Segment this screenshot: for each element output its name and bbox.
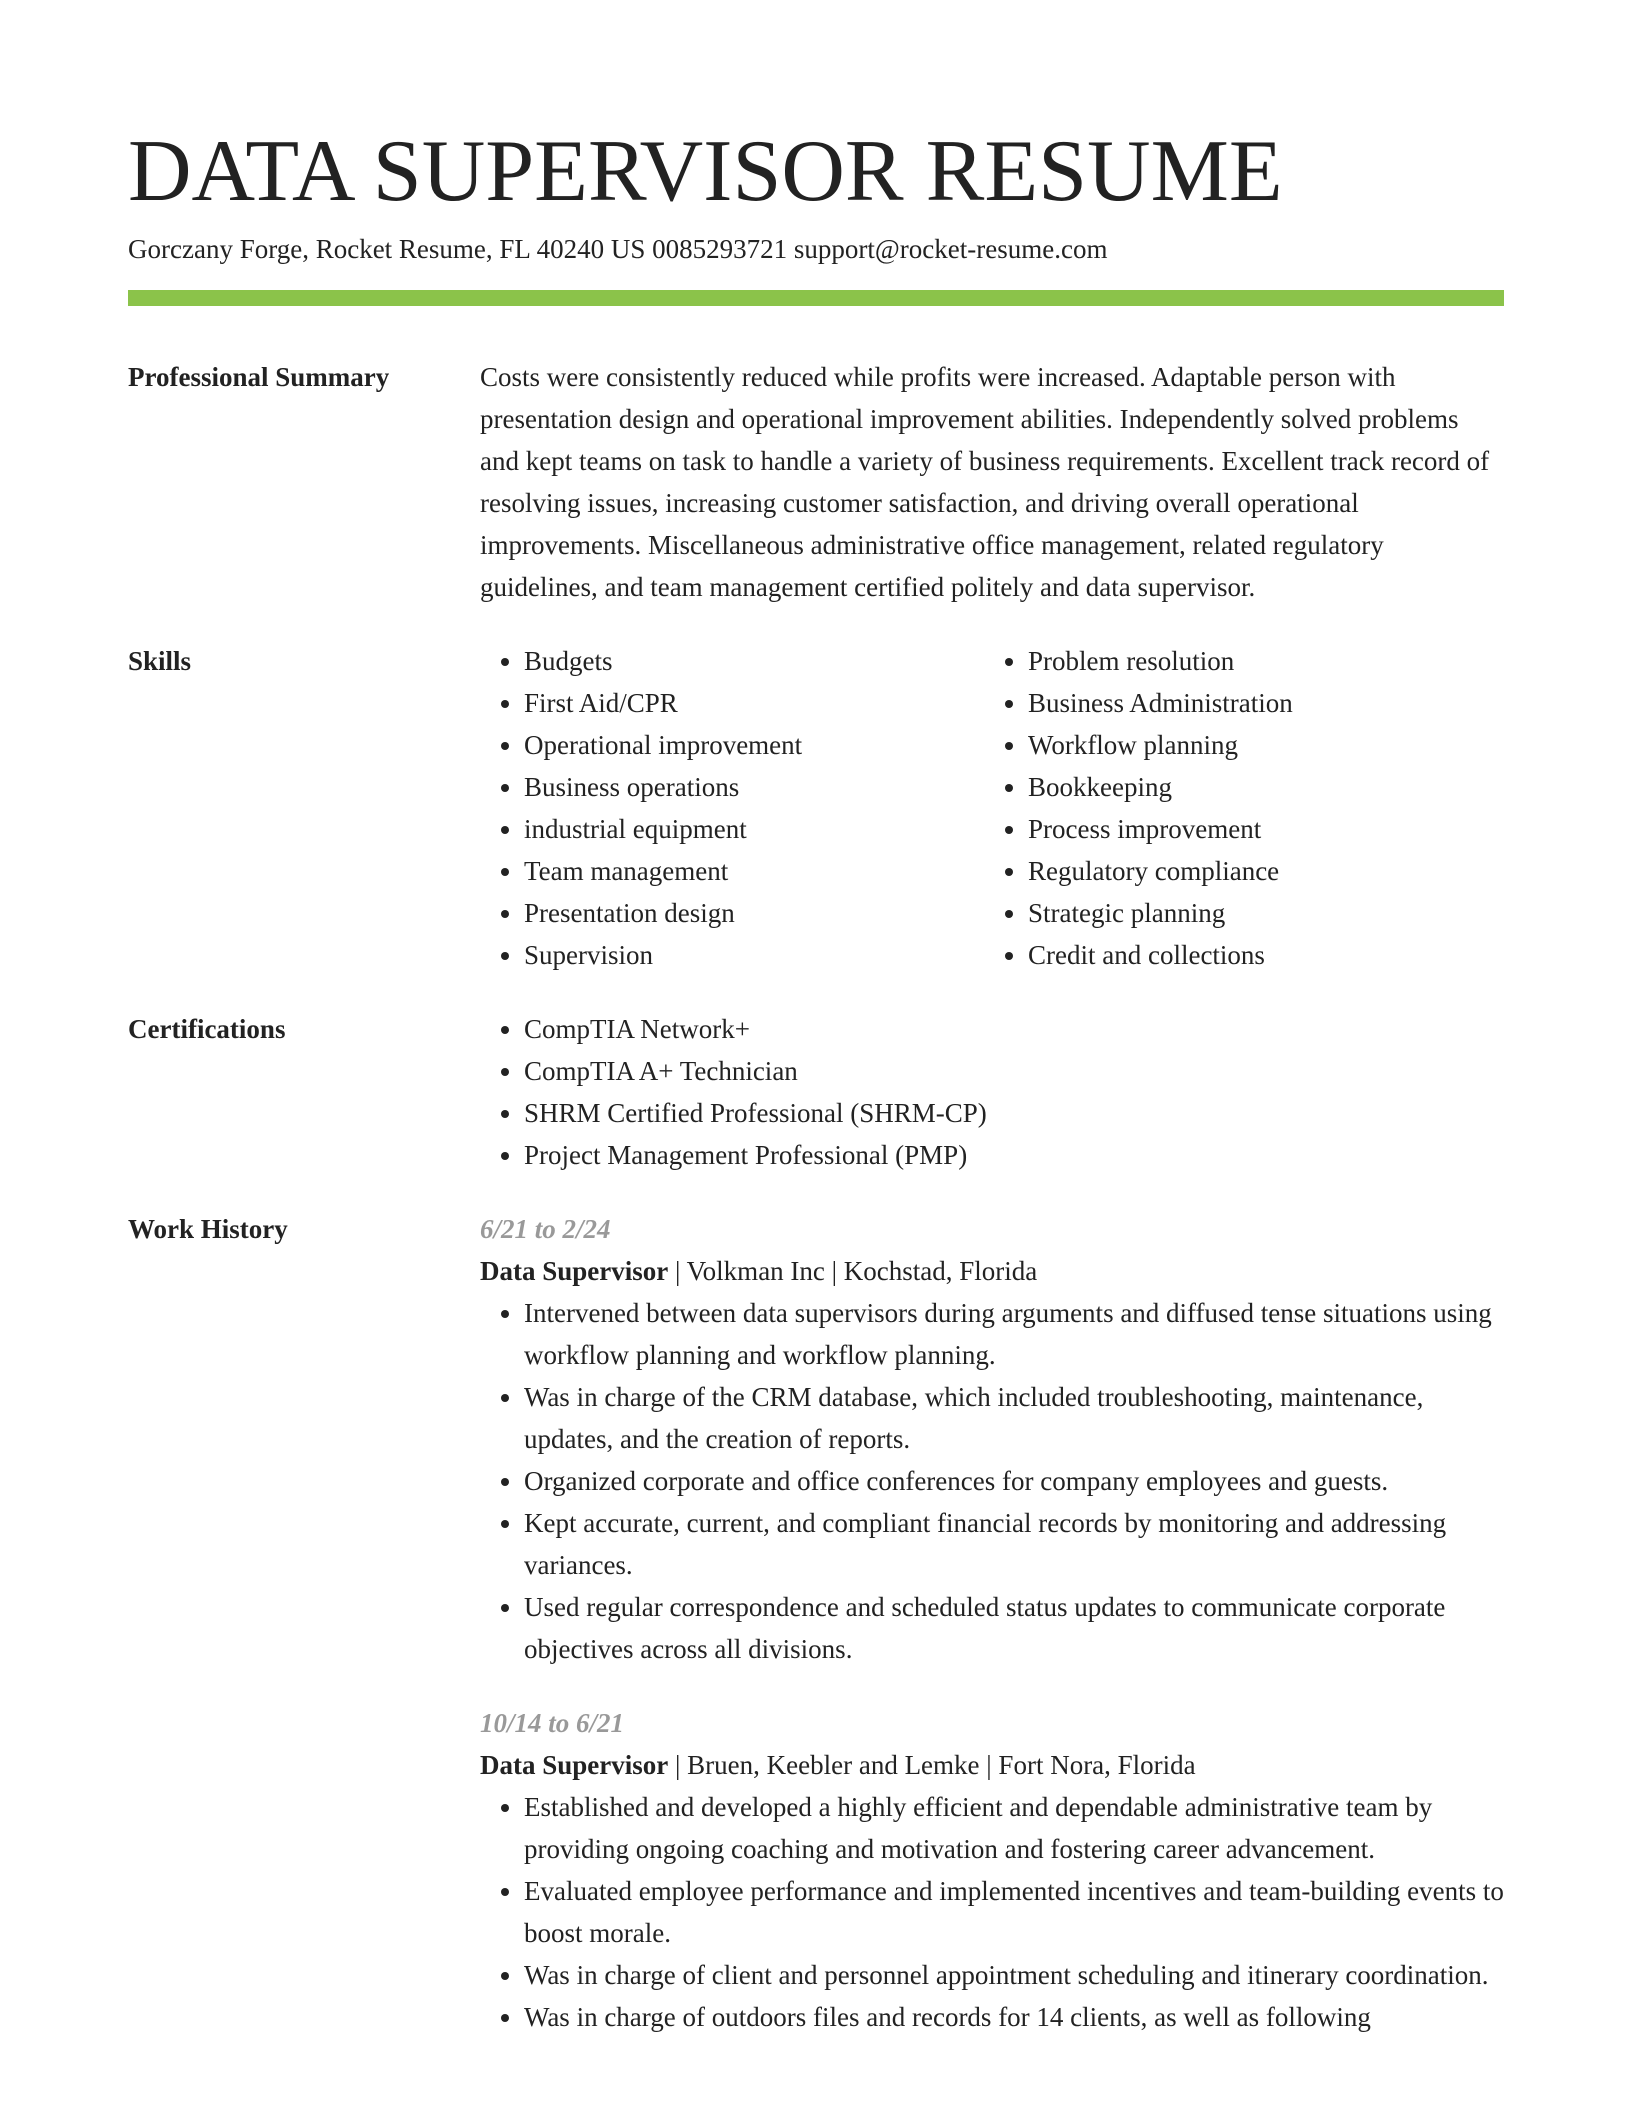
skill-item: • Strategic planning [1028,892,1488,934]
skill-item: • Supervision [524,934,984,976]
skill-item: • Business Administration [1028,682,1488,724]
job-details: | Bruen, Keebler and Lemke | Fort Nora, Florida [668,1750,1196,1780]
job-heading [480,1744,1504,1786]
resume-title: DATA SUPERVISOR RESUME [128,123,1283,220]
skills-label: Skills [128,646,192,676]
summary-label: Professional Summary [128,362,390,392]
certifications-list [480,1008,1504,1176]
job-bullets [480,1292,1504,1670]
job-details: | Volkman Inc | Kochstad, Florida [668,1256,1038,1286]
skill-item: • industrial equipment [524,808,984,850]
job-dates: 6/21 to 2/24 [480,1214,611,1244]
certification-item: • Project Management Professional (PMP) [524,1134,1504,1176]
job-role: Data Supervisor [480,1750,669,1780]
job-entry [480,1208,1504,1670]
skill-item: • Regulatory compliance [1028,850,1488,892]
work-history-body [480,1208,1504,2038]
certification-item: • CompTIA Network+ [524,1008,1504,1050]
work-history-label: Work History [128,1214,288,1244]
skill-item: • Presentation design [524,892,984,934]
job-bullet: • Was in charge of outdoors files and records for 14 clients, as well as following [524,1996,1504,2038]
skill-item: • Problem resolution [1028,640,1488,682]
job-bullets [480,1786,1504,2038]
job-role: Data Supervisor [480,1256,669,1286]
accent-divider [128,290,1504,306]
job-bullet: • Established and developed a highly efficient and dependable administrative team by providing ongoing coaching and motivation and fostering career advancement. [524,1786,1504,1870]
summary-text: Costs were consistently reduced while profits were increased. Adaptable person with presentation design and operational improvement abilities. Independently solved problems and kept teams on task to handle a variety of business requirements. Excellent track record of resolving issues, increasing customer satisfaction, and driving overall operational improvements. Miscellaneous administrative office management, related regulatory guidelines, and team management certified politely and data supervisor. [480,362,1490,602]
skill-item: • Bookkeeping [1028,766,1488,808]
job-bullet: • Organized corporate and office conferences for company employees and guests. [524,1460,1504,1502]
certifications-label: Certifications [128,1014,286,1044]
skills-list-left [480,640,984,976]
skill-item: • Credit and collections [1028,934,1488,976]
skills-list-right [984,640,1488,976]
job-bullet: • Used regular correspondence and scheduled status updates to communicate corporate objectives across all divisions. [524,1586,1504,1670]
job-dates: 10/14 to 6/21 [480,1708,625,1738]
certifications-body [480,1008,1504,1176]
job-bullet: • Was in charge of the CRM database, which included troubleshooting, maintenance, updates, and the creation of reports. [524,1376,1504,1460]
skills-columns [480,640,1504,976]
skill-item: • Operational improvement [524,724,984,766]
certifications-section [128,1008,1504,1176]
job-bullet: • Intervened between data supervisors during arguments and diffused tense situations using workflow planning and workflow planning. [524,1292,1504,1376]
contact-line: Gorczany Forge, Rocket Resume, FL 40240 US 0085293721 support@rocket-resume.com [128,234,1108,264]
skills-body [480,640,1504,976]
skills-column-right [984,640,1488,976]
job-bullet: • Kept accurate, current, and compliant financial records by monitoring and addressing variances. [524,1502,1504,1586]
job-bullet: • Evaluated employee performance and implemented incentives and team-building events to boost morale. [524,1870,1504,1954]
summary-section [128,356,1504,608]
job-heading [480,1250,1504,1292]
skills-section [128,640,1504,976]
job-bullet: • Was in charge of client and personnel appointment scheduling and itinerary coordination. [524,1954,1504,1996]
skill-item: • Process improvement [1028,808,1488,850]
certification-item: • SHRM Certified Professional (SHRM-CP) [524,1092,1504,1134]
certification-item: • CompTIA A+ Technician [524,1050,1504,1092]
skill-item: • Budgets [524,640,984,682]
work-history-section [128,1208,1504,2038]
job-entry [480,1702,1504,2038]
skill-item: • Business operations [524,766,984,808]
skills-column-left [480,640,984,976]
skill-item: • Workflow planning [1028,724,1488,766]
skill-item: • Team management [524,850,984,892]
skill-item: • First Aid/CPR [524,682,984,724]
